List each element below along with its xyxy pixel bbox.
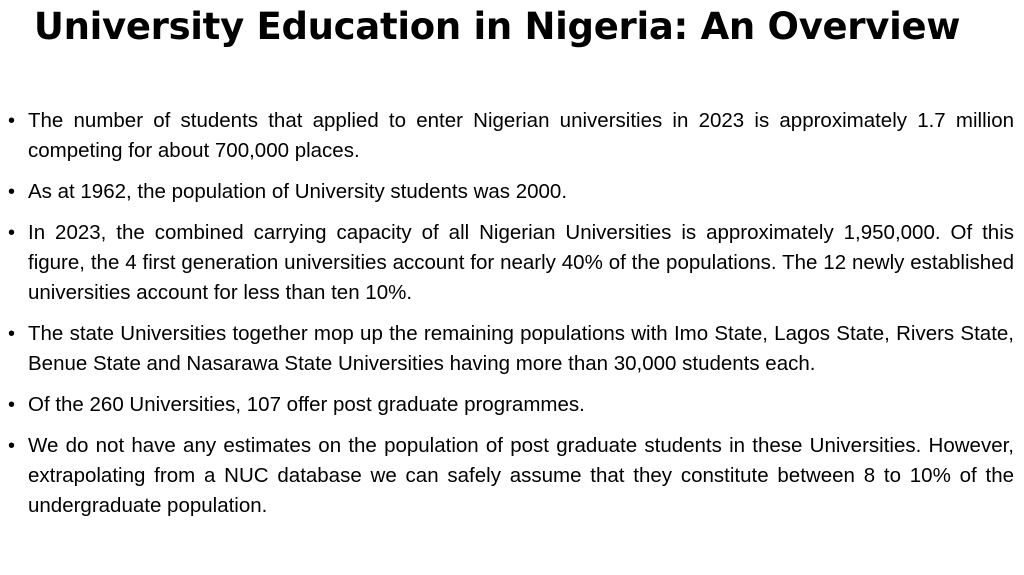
- bullet-dot-icon: •: [8, 181, 16, 203]
- bullet-text: The number of students that applied to enter Nigerian universities in 2023 is approximately 1.7 million competing for about 700,000 places.: [28, 109, 1014, 162]
- bullet-text: We do not have any estimates on the population of post graduate students in these Universities. However, extrapolating from a NUC database we can safely assume that they constitute between 8 to 10% of the undergraduate population.: [28, 434, 1014, 517]
- bullet-text: In 2023, the combined carrying capacity of all Nigerian Universities is approximately 1,950,000. Of this figure, the 4 first generation universities account for nearly 40% of the populations. The 12 newly established universities account for less than ten 10%.: [28, 221, 1014, 304]
- bullet-item: [8, 319, 1014, 379]
- bullet-text: The state Universities together mop up the remaining populations with Imo State, Lagos State, Rivers State, Benue State and Nasarawa State Universities having more than 30,000 students each.: [28, 322, 1014, 375]
- bullet-item: [8, 431, 1014, 521]
- bullet-dot-icon: •: [8, 435, 16, 457]
- bullet-dot-icon: •: [8, 323, 16, 345]
- bullet-item: [8, 390, 1014, 420]
- bullet-dot-icon: •: [8, 222, 16, 244]
- bullet-list: [8, 106, 1014, 532]
- bullet-dot-icon: •: [8, 394, 16, 416]
- bullet-dot-icon: •: [8, 110, 16, 132]
- bullet-item: [8, 218, 1014, 308]
- bullet-item: [8, 177, 1014, 207]
- slide-title: University Education in Nigeria: An Overview: [33, 5, 961, 48]
- bullet-item: [8, 106, 1014, 166]
- bullet-text: As at 1962, the population of University students was 2000.: [28, 180, 568, 203]
- bullet-text: Of the 260 Universities, 107 offer post graduate programmes.: [28, 393, 585, 416]
